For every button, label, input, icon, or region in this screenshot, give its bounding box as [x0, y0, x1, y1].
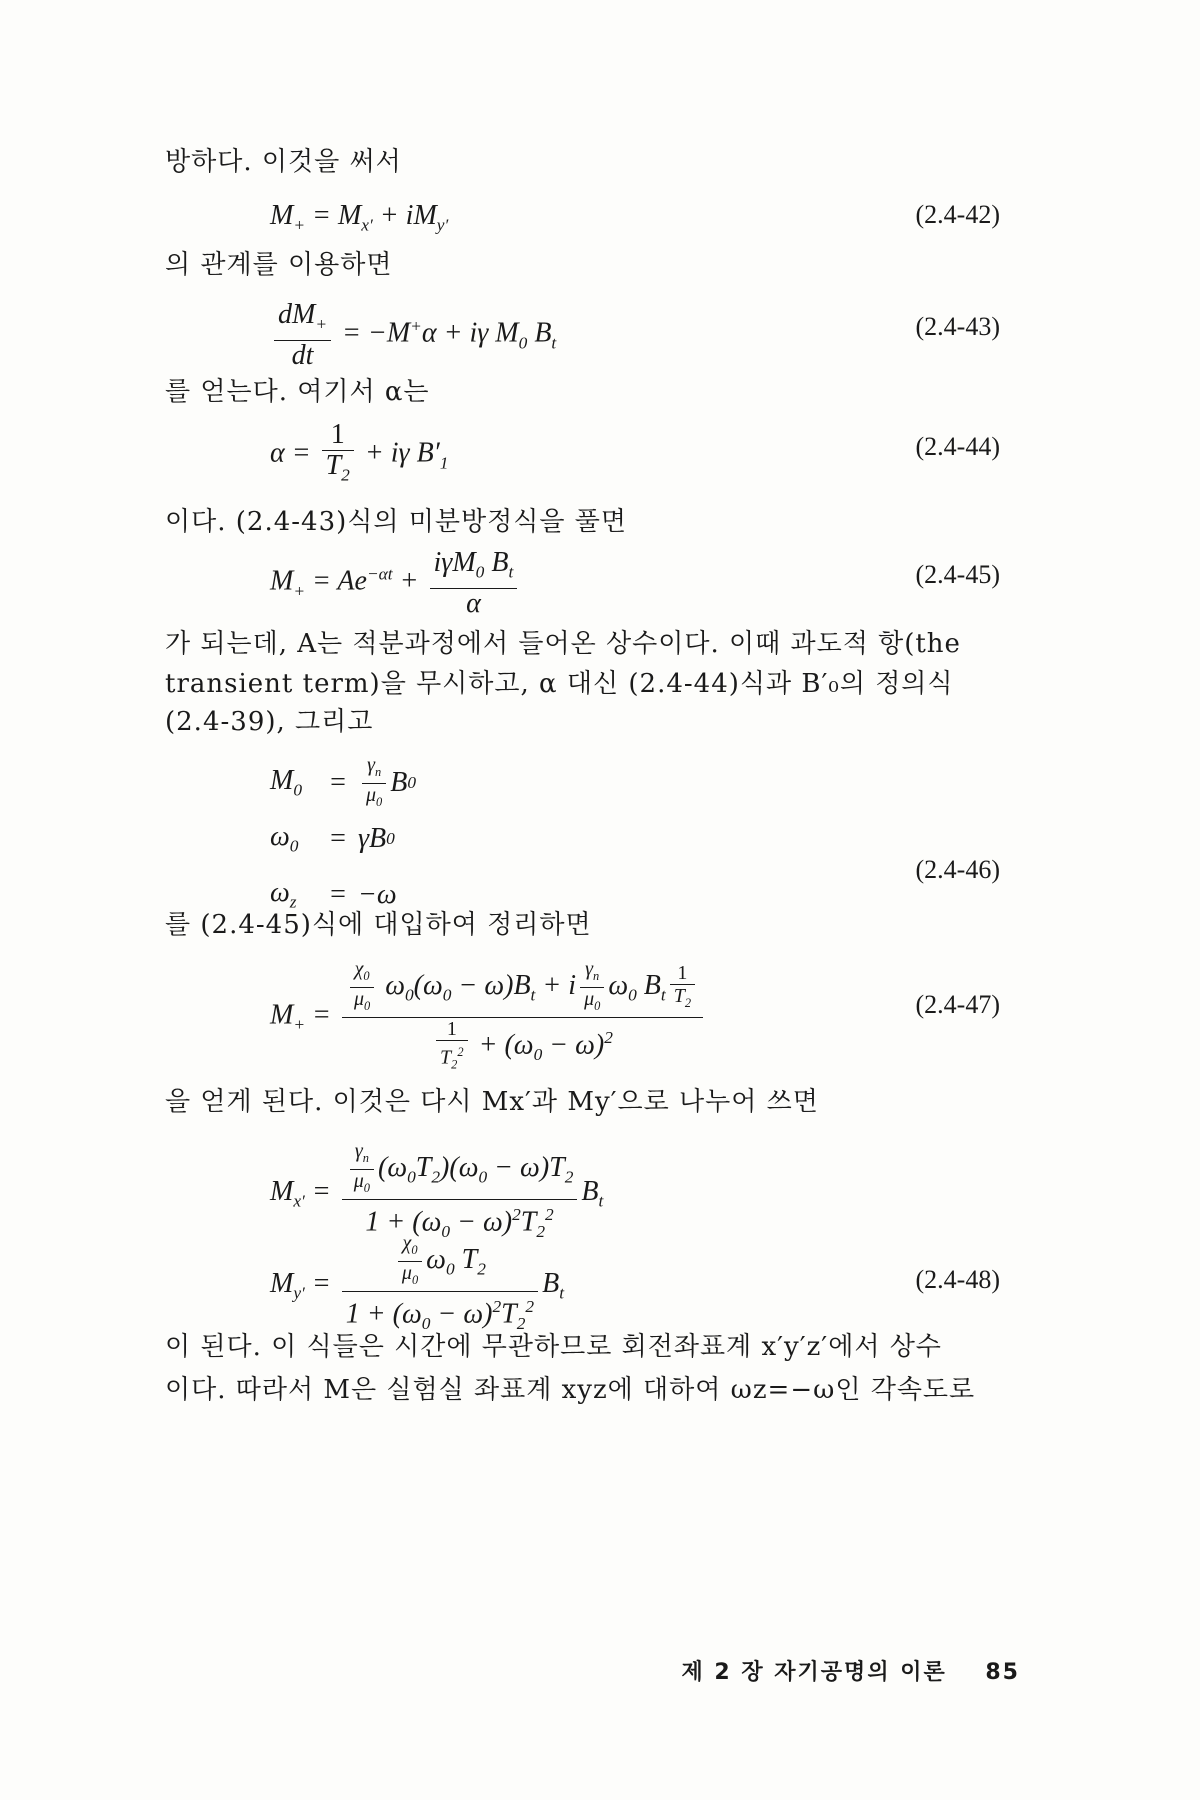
- fraction-gamma-over-mu: $\frac{\gamma_n}{\mu_0}$: [362, 754, 386, 813]
- fraction-gamma-over-mu-3: $\frac{\gamma_n}{\mu_0}$: [350, 1140, 374, 1199]
- fraction-one-over-t2-b: $\frac{1}{T_2}$: [670, 962, 695, 1014]
- chapter-title: 제 2 장 자기공명의 이론: [681, 1660, 947, 1685]
- equation-2-4-44: α = $\frac{1}{T_2}$ + iγ $B'_1$: [270, 420, 970, 491]
- paragraph-5c: (2.4-39), 그리고: [165, 707, 374, 737]
- fraction-one-over-t2-squared: $\frac{1}{T_2^2}$: [436, 1018, 468, 1076]
- equation-row-omega0: $\omega_0$ = γB 0: [270, 821, 395, 856]
- equation-2-4-46: [270, 755, 416, 923]
- paragraph-4: 이다. (2.4-43)식의 미분방정식을 풀면: [165, 507, 627, 537]
- equation-number-43: (2.4-43): [915, 312, 1000, 341]
- fraction-gamma-m-b-over-alpha: $\frac{i\gamma M_0 B_t}{\alpha}$: [430, 548, 518, 619]
- fraction-gamma-over-mu-2: $\frac{\gamma_n}{\mu_0}$: [580, 958, 604, 1017]
- fraction-chi-over-mu-2: $\frac{\chi_0}{\mu_0}$: [398, 1232, 422, 1291]
- equation-row-m0: $M_0$ = $\frac{\gamma_n}{\mu_0}$ B 0: [270, 755, 416, 811]
- equation-number-47: (2.4-47): [915, 990, 1000, 1019]
- paragraph-3: 를 얻는다. 여기서 α는: [165, 377, 430, 407]
- equation-number-46: (2.4-46): [915, 855, 1000, 884]
- page-footer: [680, 1655, 1020, 1686]
- page-number: 85: [985, 1660, 1020, 1685]
- equation-number-48: (2.4-48): [915, 1265, 1000, 1294]
- equation-2-4-47: $M_+$ = $\frac{\chi_0}{\mu_0}$ $\omega_0(\omega_0 - \omega)B_t + i$ $\frac{\gamma_n}{\mu_0}$ $\omega_0$ $B_t$ $\frac{1}{T_2}$ $\frac{1}{T_2^2}$ + $(\omega_0 - \omega)^2$: [270, 958, 970, 1076]
- paragraph-1: 방하다. 이것을 써서: [165, 147, 402, 177]
- paragraph-8b: 이다. 따라서 M은 실험실 좌표계 xyz에 대하여 ωz=−ω인 각속도로: [165, 1375, 976, 1405]
- paragraph-7: 을 얻게 된다. 이것은 다시 Mx′과 My′으로 나누어 쓰면: [165, 1087, 819, 1117]
- fraction-chi-over-mu: $\frac{\chi_0}{\mu_0}$: [350, 958, 374, 1017]
- fraction-mx: $\frac{\gamma_n}{\mu_0}$ $(\omega_0T_2)(\omega_0 - \omega)T_2$ $1 + (\omega_0 - \omega)^2T_2^2$: [342, 1140, 578, 1247]
- paragraph-5a: 가 되는데, A는 적분과정에서 들어온 상수이다. 이때 과도적 항(the: [165, 629, 961, 659]
- fraction-my: $\frac{\chi_0}{\mu_0}$ $\omega_0$ $T_2$ $1 + (\omega_0 - \omega)^2T_2^2$: [342, 1232, 538, 1339]
- equation-number-44: (2.4-44): [915, 432, 1000, 461]
- equation-number-42: (2.4-42): [915, 200, 1000, 229]
- equation-2-4-48-mx: $M_{x'}$ = $\frac{\gamma_n}{\mu_0}$ $(\omega_0T_2)(\omega_0 - \omega)T_2$ $1 + (\omega_0 - \omega)^2T_2^2$ $B_t$: [270, 1140, 970, 1247]
- equation-2-4-42: $M_+ = M_{x'} + iM_{y'}$: [270, 200, 449, 235]
- equation-row-omegaz: $\omega_z$ = −ω: [270, 877, 397, 912]
- paragraph-6: 를 (2.4-45)식에 대입하여 정리하면: [165, 910, 592, 940]
- paragraph-2: 의 관계를 이용하면: [165, 250, 393, 280]
- fraction-dm-dt: $\frac{dM_+}{dt}$: [274, 300, 331, 371]
- equation-2-4-48-my: $M_{y'}$ = $\frac{\chi_0}{\mu_0}$ $\omega_0$ $T_2$ $1 + (\omega_0 - \omega)^2T_2^2$ $B_t$: [270, 1232, 970, 1339]
- fraction-m-plus: $\frac{\chi_0}{\mu_0}$ $\omega_0(\omega_0 - \omega)B_t + i$ $\frac{\gamma_n}{\mu_0}$ $\omega_0$ $B_t$ $\frac{1}{T_2}$ $\frac{1}{T_2^2}$ + $(\omega_0 - \omega)^2$: [342, 958, 703, 1076]
- equation-2-4-43: $\frac{dM_+}{dt}$ = −M+α + iγ $M_0$ $B_t$: [270, 300, 970, 371]
- paragraph-5b: transient term)을 무시하고, α 대신 (2.4-44)식과 B′₀의 정의식: [165, 669, 954, 699]
- equation-number-45: (2.4-45): [915, 560, 1000, 589]
- fraction-one-over-t2: $\frac{1}{T_2}$: [322, 420, 354, 491]
- equation-2-4-45: $M_+ = Ae^{-\alpha t}$ + $\frac{i\gamma M_0 B_t}{\alpha}$: [270, 548, 970, 619]
- paragraph-8a: 이 된다. 이 식들은 시간에 무관하므로 회전좌표계 x′y′z′에서 상수: [165, 1332, 942, 1362]
